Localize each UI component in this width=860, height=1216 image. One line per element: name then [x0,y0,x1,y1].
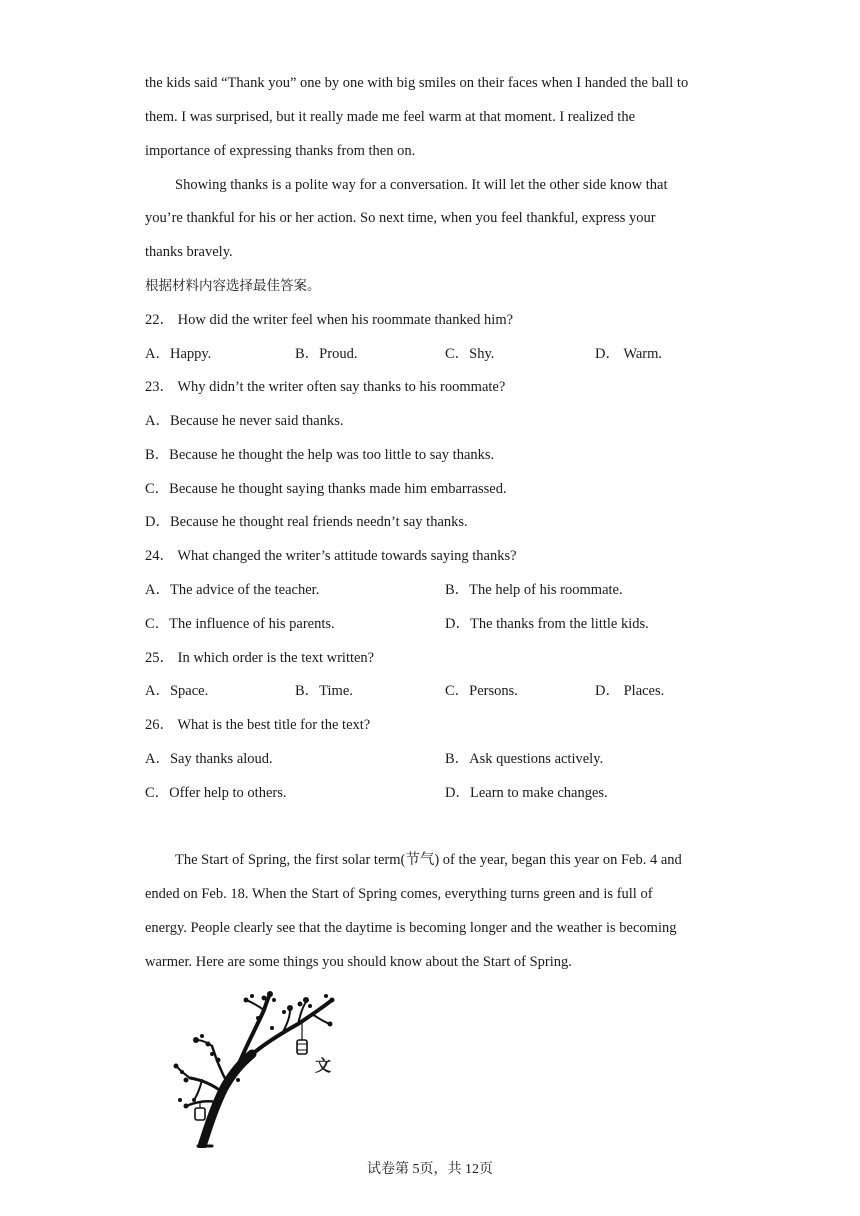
spring-passage-line: energy. People clearly see that the daytime is becoming longer and the weather is becoming [145,920,677,936]
option: A．Happy. [145,346,212,362]
option: D． Places. [595,683,665,699]
option: C．Because he thought saying thanks made him embarrassed. [145,481,507,497]
option: C．Shy. [445,346,495,362]
page-footer: 试卷第 5页，共 12页 [367,1162,493,1177]
paragraph-line: you’re thankful for his or her action. So next time, when you feel thankful, express your [145,210,656,226]
passage-line: importance of expressing thanks from then on. [145,143,416,159]
option: D．Because he thought real friends needn’t say thanks. [145,514,468,530]
option: B．Ask questions actively. [445,751,604,767]
option: A．Say thanks aloud. [145,751,273,767]
spring-passage-line: warmer. Here are some things you should know about the Start of Spring. [145,954,572,970]
option: B．Proud. [295,346,358,362]
spring-passage-line: ended on Feb. 18. When the Start of Spring comes, everything turns green and is full of [145,886,653,902]
question-stem: 26． What is the best title for the text? [145,717,371,733]
option: A．Because he never said thanks. [145,413,344,429]
passage-line: the kids said “Thank you” one by one with big smiles on their faces when I handed the ball to [145,75,689,91]
option: C．The influence of his parents. [145,616,335,632]
option: D．The thanks from the little kids. [445,616,649,632]
paragraph-line: Showing thanks is a polite way for a conversation. It will let the other side know that [175,177,668,193]
option: C．Persons. [445,683,518,699]
spring-passage-line: The Start of Spring, the first solar term(节气) of the year, began this year on Feb. 4 and [175,852,682,868]
instruction: 根据材料内容选择最佳答案。 [145,278,321,294]
option: B．Because he thought the help was too little to say thanks. [145,447,495,463]
option: B．The help of his roommate. [445,582,623,598]
option: C．Offer help to others. [145,785,287,801]
option: B．Time. [295,683,353,699]
passage-line: them. I was surprised, but it really made me feel warm at that moment. I realized the [145,109,636,125]
question-stem: 22． How did the writer feel when his roommate thanked him? [145,312,514,328]
question-stem: 24． What changed the writer’s attitude towards saying thanks? [145,548,517,564]
option: A．Space. [145,683,209,699]
option: A．The advice of the teacher. [145,582,320,598]
option: D． Warm. [595,346,663,362]
option: D．Learn to make changes. [445,785,608,801]
question-stem: 23． Why didn’t the writer often say thanks to his roommate? [145,379,506,395]
paragraph-line: thanks bravely. [145,244,233,260]
question-stem: 25． In which order is the text written? [145,650,375,666]
illustration-character: 文 [315,1056,332,1075]
